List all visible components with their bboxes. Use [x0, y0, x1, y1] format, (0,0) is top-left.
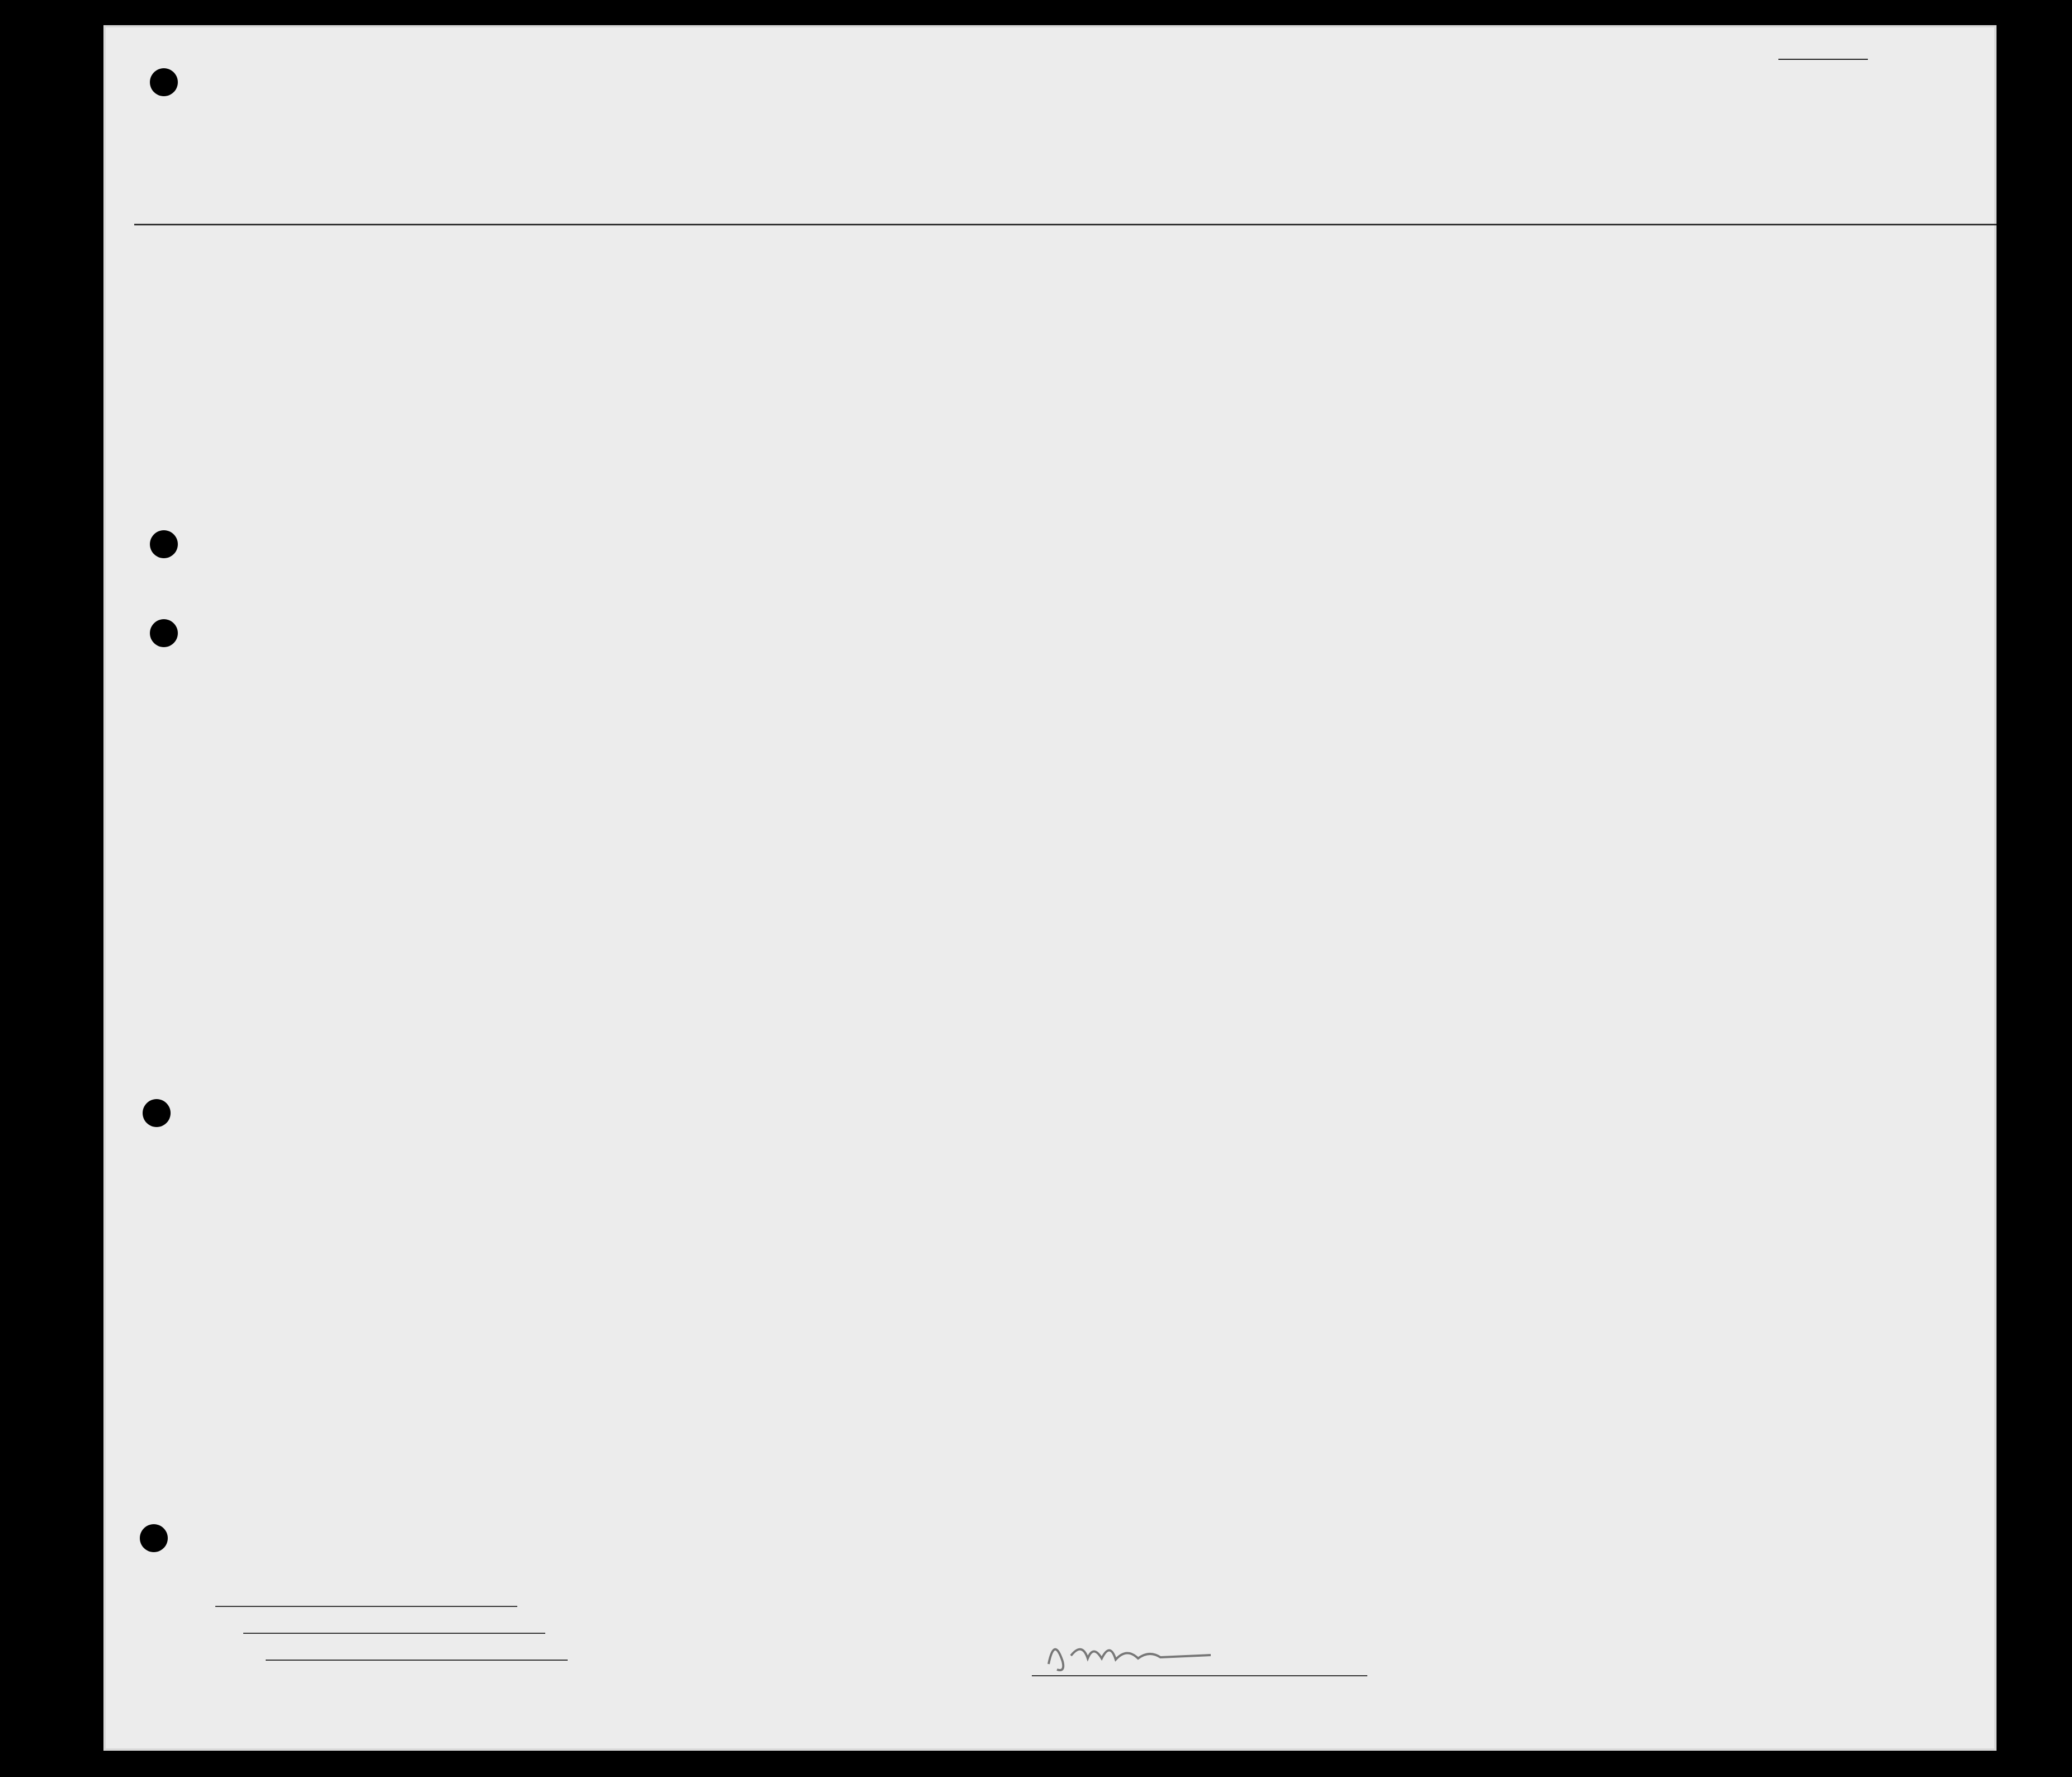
line-value	[215, 1606, 517, 1607]
agents-value	[266, 1660, 568, 1661]
binder-hole	[150, 530, 178, 558]
binder-hole	[140, 1524, 168, 1552]
crew-table	[164, 229, 1993, 1594]
binder-hole	[143, 1099, 171, 1127]
inspector-signature-line	[1032, 1630, 1367, 1676]
binder-hole	[150, 619, 178, 647]
sheet-number-value	[1778, 59, 1868, 60]
signature-scribble	[1032, 1630, 1367, 1675]
manifest-sheet	[103, 25, 1997, 1751]
sheet-number	[1778, 49, 1868, 64]
owners-value	[243, 1633, 545, 1634]
binder-hole	[150, 68, 178, 96]
vessel-line	[134, 190, 1997, 225]
